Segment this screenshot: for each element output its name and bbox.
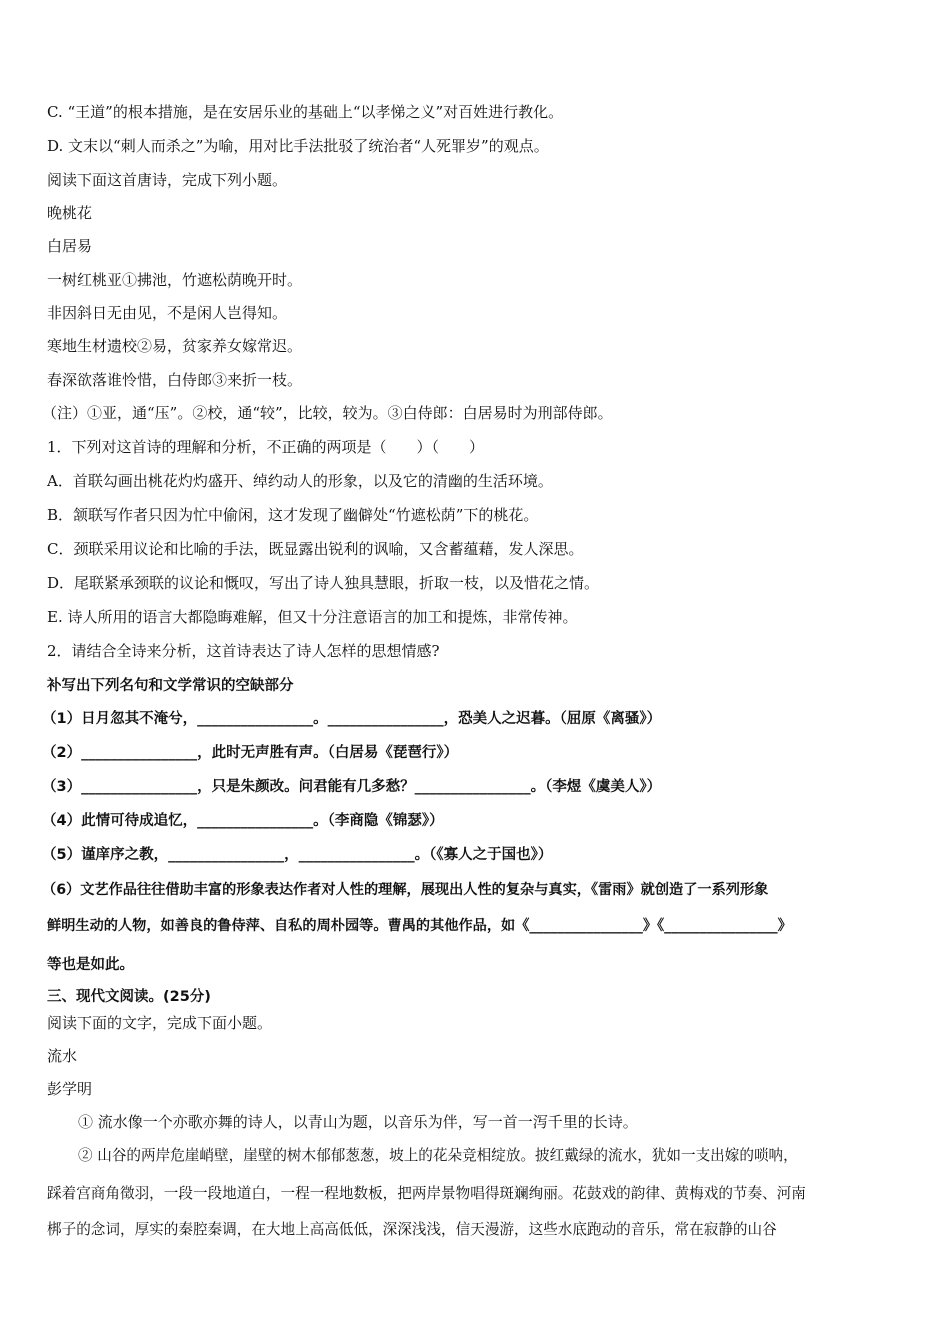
question-2: 2．请结合全诗来分析，这首诗表达了诗人怎样的思想情感? xyxy=(47,642,440,660)
option-a: A．首联勾画出桃花灼灼盛开、绰约动人的形象，以及它的清幽的生活环境。 xyxy=(47,472,553,490)
poem-line-3: 寒地生材遗校②易，贫家养女嫁常迟。 xyxy=(47,337,303,355)
essay-paragraph-1: ① 流水像一个亦歌亦舞的诗人，以青山为题，以音乐为伴，写一首一泻千里的长诗。 xyxy=(78,1113,638,1131)
essay-title: 流水 xyxy=(47,1047,78,1065)
poem-title: 晚桃花 xyxy=(47,204,93,222)
option-e: E. 诗人所用的语言大都隐晦难解，但又十分注意语言的加工和提炼，非常传神。 xyxy=(47,608,578,626)
fill-item-6-line-2: 鲜明生动的人物，如善良的鲁侍萍、自私的周朴园等。曹禺的其他作品，如《________________》《________________》 xyxy=(47,918,792,934)
poem-note: （注）①亚，通“压”。②校，通“较”，比较，较为。③白侍郎：白居易时为刑部侍郎。 xyxy=(42,404,613,422)
fill-section-title: 补写出下列名句和文学常识的空缺部分 xyxy=(47,678,294,694)
section-3-intro: 阅读下面的文字，完成下面小题。 xyxy=(47,1014,273,1032)
option-d: D．尾联紧承颈联的议论和慨叹，写出了诗人独具慧眼，折取一枝，以及惜花之情。 xyxy=(47,574,600,592)
poem-author: 白居易 xyxy=(47,237,93,255)
fill-item-4: （4）此情可待成追忆，________________。（李商隐《锦瑟》） xyxy=(42,813,444,829)
fill-item-2: （2）________________，此时无声胜有声。（白居易《琵琶行》） xyxy=(42,745,459,761)
fill-item-5: （5）谨庠序之教，________________，________________。（《寡人之于国也》） xyxy=(42,847,553,863)
fill-item-3: （3）________________，只是朱颜改。问君能有几多愁？________________。（李煜《虞美人》） xyxy=(42,779,662,795)
poem-line-2: 非因斜日无由见，不是闲人岂得知。 xyxy=(47,304,288,322)
option-b: B．颔联写作者只因为忙中偷闲，这才发现了幽僻处“竹遮松荫”下的桃花。 xyxy=(47,506,539,524)
poem-line-4: 春深欲落谁怜惜，白侍郎③来折一枝。 xyxy=(47,371,303,389)
poem-line-1: 一树红桃亚①拂池，竹遮松荫晚开时。 xyxy=(47,271,303,289)
question-1: 1．下列对这首诗的理解和分析，不正确的两项是（ ）（ ） xyxy=(47,438,485,456)
fill-item-6-line-1: （6）文艺作品往往借助丰富的形象表达作者对人性的理解，展现出人性的复杂与真实，《雷雨》就创造了一系列形象 xyxy=(42,882,769,898)
essay-paragraph-2-line-1: ② 山谷的两岸危崖峭壁，崖壁的树木郁郁葱葱，坡上的花朵竞相绽放。披红戴绿的流水，犹如一支出嫁的唢呐， xyxy=(78,1147,798,1164)
option-c-prev: C. “王道”的根本措施，是在安居乐业的基础上“以孝悌之义”对百姓进行教化。 xyxy=(47,103,564,121)
essay-author: 彭学明 xyxy=(47,1080,93,1098)
section-3-title: 三、现代文阅读。(25分) xyxy=(47,989,211,1005)
option-d-prev: D. 文末以“刺人而杀之”为喻，用对比手法批驳了统治者“人死罪岁”的观点。 xyxy=(47,137,549,155)
poem-intro: 阅读下面这首唐诗，完成下列小题。 xyxy=(47,171,288,189)
fill-item-1: （1）日月忽其不淹兮，________________。________________，恐美人之迟暮。（屈原《离骚》） xyxy=(42,711,662,727)
essay-paragraph-2-line-2: 踩着宫商角徵羽，一段一段地道白，一程一程地数板，把两岸景物唱得斑斓绚丽。花鼓戏的韵律、黄梅戏的节奏、河南 xyxy=(47,1185,806,1202)
essay-paragraph-2-line-3: 梆子的念词，厚实的秦腔秦调，在大地上高高低低，深深浅浅，信天漫游，这些水底跑动的音乐，常在寂静的山谷 xyxy=(47,1221,777,1238)
fill-item-6-line-3: 等也是如此。 xyxy=(47,957,134,973)
option-c: C．颈联采用议论和比喻的手法，既显露出锐利的讽喻，又含蓄蕴藉，发人深思。 xyxy=(47,540,584,558)
